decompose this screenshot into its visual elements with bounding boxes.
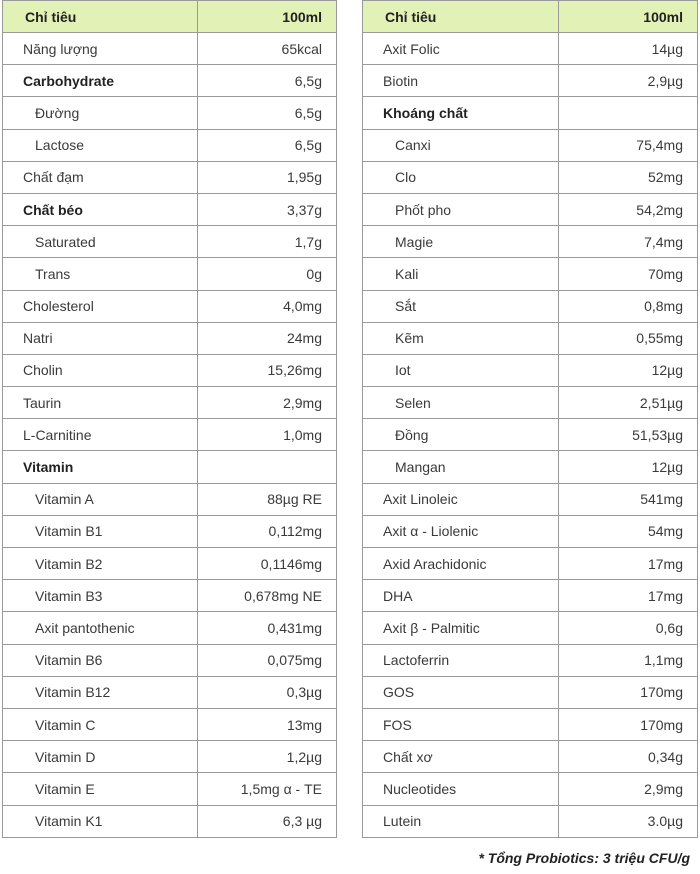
- table-row: [363, 515, 698, 547]
- nutrient-value: 70mg: [558, 258, 697, 290]
- nutrient-name: Vitamin B6: [3, 644, 198, 676]
- nutrient-value: 6,5g: [198, 129, 337, 161]
- nutrient-value: 0,678mg NE: [198, 580, 337, 612]
- nutrient-name: Nucleotides: [363, 773, 559, 805]
- nutrient-value: [198, 451, 337, 483]
- nutrient-name: Lactoferrin: [363, 644, 559, 676]
- table-row: [363, 419, 698, 451]
- table-row: [363, 193, 698, 225]
- nutrient-value: 12µg: [558, 451, 697, 483]
- table-row: [3, 290, 337, 322]
- nutrient-name: Vitamin: [3, 451, 198, 483]
- nutrient-value: 24mg: [198, 322, 337, 354]
- table-header-row: [3, 1, 337, 33]
- nutrient-name: Carbohydrate: [3, 65, 198, 97]
- table-row: [3, 580, 337, 612]
- nutrient-name: Lactose: [3, 129, 198, 161]
- nutrient-value: 0,55mg: [558, 322, 697, 354]
- nutrient-value: 0,075mg: [198, 644, 337, 676]
- nutrient-name: L-Carnitine: [3, 419, 198, 451]
- table-row: [3, 65, 337, 97]
- nutrient-name: Lutein: [363, 805, 559, 837]
- nutrient-name: Vitamin B1: [3, 515, 198, 547]
- nutrient-value: 3,37g: [198, 193, 337, 225]
- nutrient-value: 1,1mg: [558, 644, 697, 676]
- nutrient-value: 65kcal: [198, 33, 337, 65]
- table-row: [363, 612, 698, 644]
- nutrient-name: Đồng: [363, 419, 559, 451]
- table-row: [3, 483, 337, 515]
- table-row: [3, 226, 337, 258]
- nutrient-value: 52mg: [558, 161, 697, 193]
- right-table-body: [363, 33, 698, 838]
- nutrient-value: 170mg: [558, 676, 697, 708]
- nutrient-name: Chất béo: [3, 193, 198, 225]
- table-header-row: [363, 1, 698, 33]
- table-row: [3, 515, 337, 547]
- nutrient-name: Khoáng chất: [363, 97, 559, 129]
- table-row: [363, 33, 698, 65]
- nutrient-name: Clo: [363, 161, 559, 193]
- nutrient-name: GOS: [363, 676, 559, 708]
- nutrient-value: 0,3µg: [198, 676, 337, 708]
- table-row: [363, 773, 698, 805]
- probiotics-footnote: * Tổng Probiotics: 3 triệu CFU/g: [478, 850, 690, 866]
- nutrient-name: Axit pantothenic: [3, 612, 198, 644]
- nutrient-value: 2,9mg: [198, 387, 337, 419]
- table-row: [363, 258, 698, 290]
- nutrient-name: Taurin: [3, 387, 198, 419]
- table-row: [3, 741, 337, 773]
- nutrient-name: Kali: [363, 258, 559, 290]
- table-row: [3, 387, 337, 419]
- nutrient-value: 170mg: [558, 708, 697, 740]
- nutrient-name: Vitamin A: [3, 483, 198, 515]
- table-row: [3, 644, 337, 676]
- nutrient-name: Chất đạm: [3, 161, 198, 193]
- table-row: [363, 644, 698, 676]
- nutrient-name: Axit β - Palmitic: [363, 612, 559, 644]
- table-row: [3, 419, 337, 451]
- nutrient-value: 88µg RE: [198, 483, 337, 515]
- nutrient-value: 0,6g: [558, 612, 697, 644]
- nutrient-value: 0,112mg: [198, 515, 337, 547]
- table-row: [3, 161, 337, 193]
- table-row: [3, 676, 337, 708]
- nutrient-name: Axid Arachidonic: [363, 548, 559, 580]
- nutrient-value: 1,0mg: [198, 419, 337, 451]
- header-nutrient: Chỉ tiêu: [3, 1, 198, 33]
- nutrition-table-left: [2, 0, 337, 838]
- table-row: [3, 805, 337, 837]
- right-table: [362, 0, 698, 838]
- nutrient-value: 12µg: [558, 354, 697, 386]
- nutrient-value: 54,2mg: [558, 193, 697, 225]
- table-row: [363, 387, 698, 419]
- table-row: [363, 322, 698, 354]
- nutrient-name: Cholesterol: [3, 290, 198, 322]
- nutrient-value: 2,9µg: [558, 65, 697, 97]
- nutrient-name: Trans: [3, 258, 198, 290]
- nutrient-name: Kẽm: [363, 322, 559, 354]
- nutrient-name: Vitamin E: [3, 773, 198, 805]
- nutrient-name: Vitamin B3: [3, 580, 198, 612]
- table-row: [363, 161, 698, 193]
- table-row: [363, 805, 698, 837]
- nutrition-table-right: [362, 0, 698, 838]
- nutrient-value: 4,0mg: [198, 290, 337, 322]
- nutrient-value: 0,431mg: [198, 612, 337, 644]
- nutrient-name: Năng lượng: [3, 33, 198, 65]
- nutrient-value: 7,4mg: [558, 226, 697, 258]
- table-row: [363, 708, 698, 740]
- nutrient-name: Đường: [3, 97, 198, 129]
- nutrient-name: Axit Folic: [363, 33, 559, 65]
- nutrient-value: 6,5g: [198, 65, 337, 97]
- nutrient-value: 2,51µg: [558, 387, 697, 419]
- nutrient-name: Magie: [363, 226, 559, 258]
- left-table-body: [3, 33, 337, 838]
- table-row: [3, 354, 337, 386]
- table-row: [363, 129, 698, 161]
- table-row: [3, 33, 337, 65]
- nutrient-value: 6,5g: [198, 97, 337, 129]
- nutrient-value: 2,9mg: [558, 773, 697, 805]
- table-row: [3, 129, 337, 161]
- nutrient-value: 15,26mg: [198, 354, 337, 386]
- nutrient-value: [558, 97, 697, 129]
- table-row: [363, 65, 698, 97]
- nutrient-name: Mangan: [363, 451, 559, 483]
- table-row: [3, 322, 337, 354]
- table-row: [3, 708, 337, 740]
- nutrient-value: 13mg: [198, 708, 337, 740]
- nutrient-name: Iot: [363, 354, 559, 386]
- nutrient-value: 1,95g: [198, 161, 337, 193]
- nutrient-name: Axit Linoleic: [363, 483, 559, 515]
- nutrient-name: Axit α - Liolenic: [363, 515, 559, 547]
- nutrient-name: Natri: [3, 322, 198, 354]
- nutrient-value: 17mg: [558, 548, 697, 580]
- table-row: [363, 483, 698, 515]
- nutrient-value: 0,8mg: [558, 290, 697, 322]
- nutrient-name: Vitamin K1: [3, 805, 198, 837]
- nutrient-value: 1,5mg α - TE: [198, 773, 337, 805]
- header-per-100ml: 100ml: [198, 1, 337, 33]
- nutrient-name: Vitamin D: [3, 741, 198, 773]
- table-row: [363, 741, 698, 773]
- header-nutrient: Chỉ tiêu: [363, 1, 559, 33]
- table-row: [363, 676, 698, 708]
- table-row: [363, 548, 698, 580]
- nutrient-name: Selen: [363, 387, 559, 419]
- table-row: [363, 290, 698, 322]
- table-row: [363, 580, 698, 612]
- nutrient-name: Phốt pho: [363, 193, 559, 225]
- table-row: [363, 354, 698, 386]
- nutrient-name: Biotin: [363, 65, 559, 97]
- table-row: [3, 612, 337, 644]
- nutrient-value: 0,34g: [558, 741, 697, 773]
- nutrient-name: Sắt: [363, 290, 559, 322]
- nutrient-value: 6,3 µg: [198, 805, 337, 837]
- nutrient-value: 0g: [198, 258, 337, 290]
- table-row: [363, 226, 698, 258]
- nutrient-name: FOS: [363, 708, 559, 740]
- nutrient-value: 75,4mg: [558, 129, 697, 161]
- table-row: [3, 258, 337, 290]
- nutrient-name: Vitamin B12: [3, 676, 198, 708]
- nutrient-name: Canxi: [363, 129, 559, 161]
- nutrient-value: 51,53µg: [558, 419, 697, 451]
- table-row: [363, 97, 698, 129]
- nutrient-value: 14µg: [558, 33, 697, 65]
- left-table: [2, 0, 337, 838]
- nutrient-name: Cholin: [3, 354, 198, 386]
- table-row: [3, 97, 337, 129]
- nutrient-value: 3.0µg: [558, 805, 697, 837]
- table-row: [3, 773, 337, 805]
- nutrient-name: Vitamin C: [3, 708, 198, 740]
- table-row: [3, 548, 337, 580]
- nutrient-name: Vitamin B2: [3, 548, 198, 580]
- nutrient-name: DHA: [363, 580, 559, 612]
- nutrient-value: 0,1146mg: [198, 548, 337, 580]
- nutrient-value: 541mg: [558, 483, 697, 515]
- nutrient-value: 54mg: [558, 515, 697, 547]
- header-per-100ml: 100ml: [558, 1, 697, 33]
- nutrient-name: Chất xơ: [363, 741, 559, 773]
- nutrient-name: Saturated: [3, 226, 198, 258]
- table-row: [3, 193, 337, 225]
- nutrient-value: 1,7g: [198, 226, 337, 258]
- table-row: [3, 451, 337, 483]
- nutrient-value: 17mg: [558, 580, 697, 612]
- nutrient-value: 1,2µg: [198, 741, 337, 773]
- table-row: [363, 451, 698, 483]
